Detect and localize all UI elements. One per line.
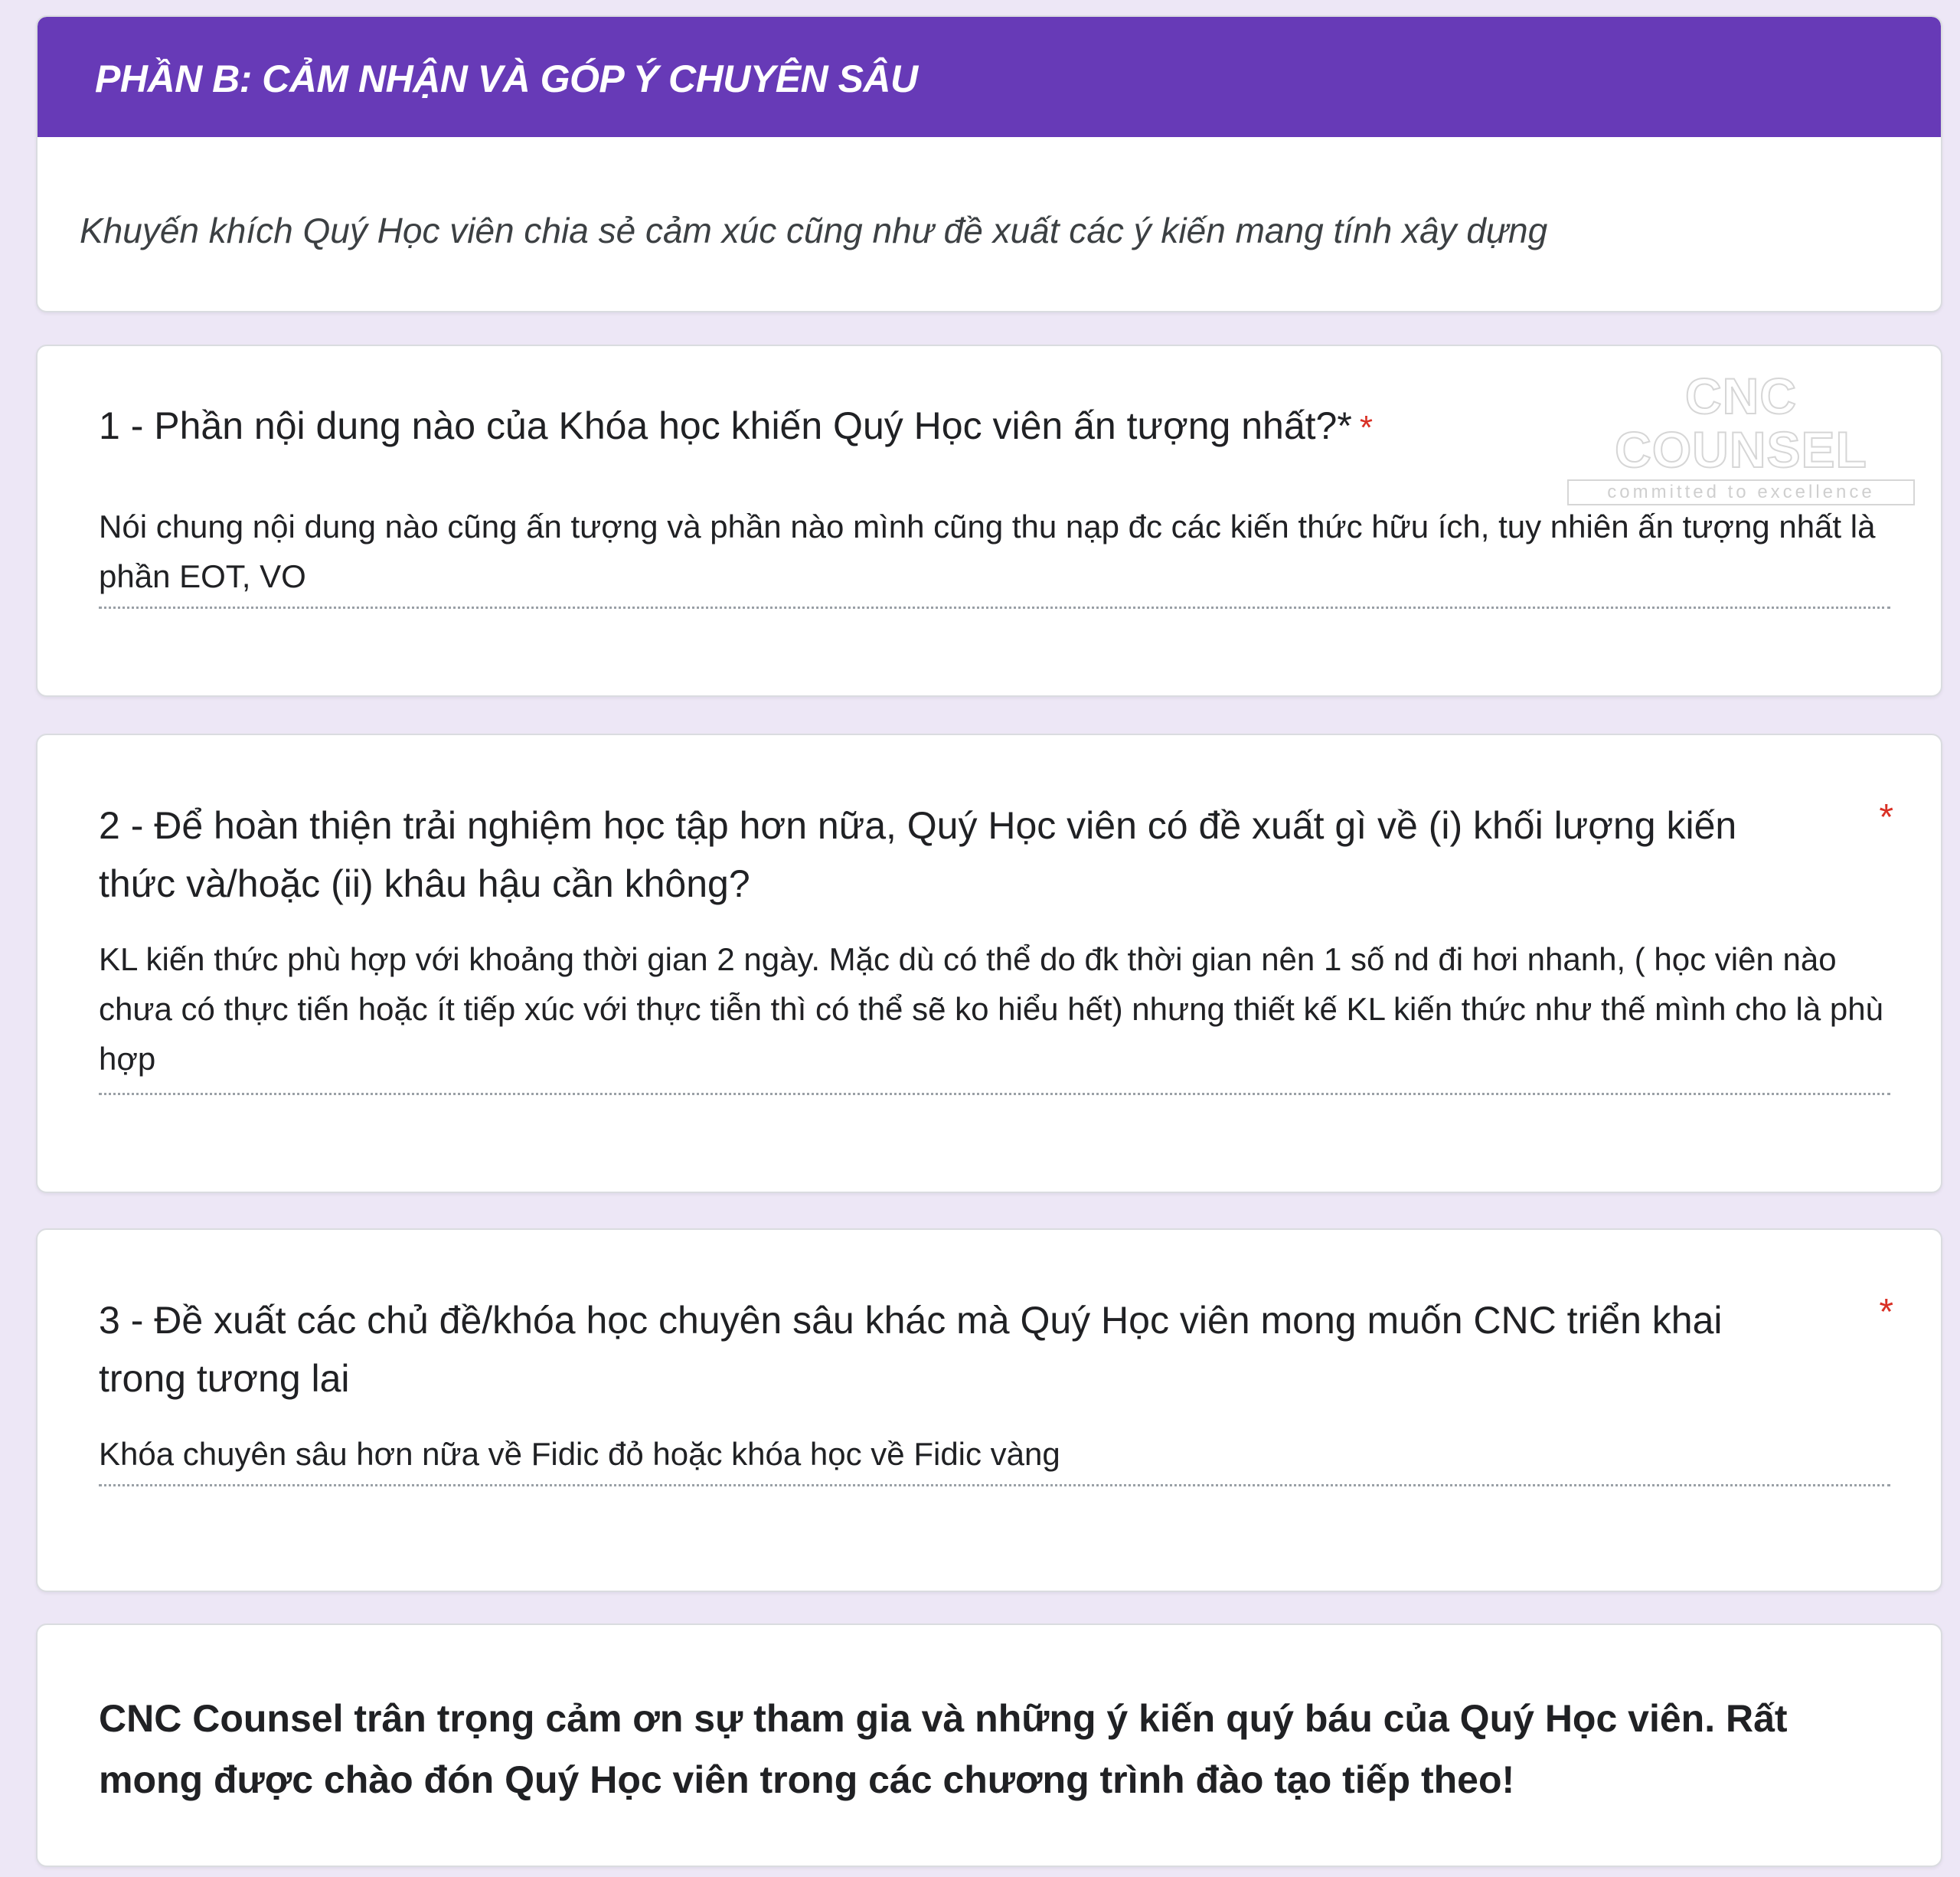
section-header-band — [38, 17, 1941, 137]
section-title: PHẦN B: CẢM NHẬN VÀ GÓP Ý CHUYÊN SÂU — [95, 57, 918, 100]
question-card-1 — [36, 345, 1942, 697]
cnc-counsel-watermark-logo — [1553, 369, 1929, 505]
required-asterisk: * — [1359, 409, 1373, 446]
answer-text-field[interactable]: Nói chung nội dung nào cũng ấn tượng và phần nào mình cũng thu nạp đc các kiến thức hữu ích, tuy nhiên ấn tượng nhất là phần EOT, VO — [99, 502, 1890, 609]
required-asterisk: * — [1879, 1292, 1893, 1333]
closing-message-card — [36, 1624, 1942, 1867]
closing-message: CNC Counsel trân trọng cảm ơn sự tham gia và những ý kiến quý báu của Quý Học viên. Rất mong được chào đón Quý Học viên trong các chương trình đào tạo tiếp theo! — [99, 1697, 1788, 1801]
question-title-text: 1 - Phần nội dung nào của Khóa học khiến Quý Học viên ấn tượng nhất?* — [99, 404, 1352, 447]
required-asterisk: * — [1879, 797, 1893, 838]
question-title: 3 - Đề xuất các chủ đề/khóa học chuyên sâu khác mà Quý Học viên mong muốn CNC triển khai trong tương lai — [99, 1299, 1723, 1400]
question-card-3 — [36, 1228, 1942, 1592]
section-header-card — [36, 15, 1942, 312]
answer-text-field[interactable]: Khóa chuyên sâu hơn nữa về Fidic đỏ hoặc khóa học về Fidic vàng — [99, 1429, 1890, 1486]
question-title: 2 - Để hoàn thiện trải nghiệm học tập hơn nữa, Quý Học viên có đề xuất gì về (i) khối lượng kiến thức và/hoặc (ii) khâu hậu cần không? — [99, 804, 1737, 905]
watermark-tagline: committed to excellence — [1567, 479, 1915, 505]
question-title — [99, 397, 1553, 457]
answer-text-field[interactable]: KL kiến thức phù hợp với khoảng thời gian 2 ngày. Mặc dù có thể do đk thời gian nên 1 số nd đi hơi nhanh, ( học viên nào chưa có thực tiến hoặc ít tiếp xúc với thực tiễn thì có thể sẽ ko hiểu hết) nhưng thiết kế KL kiến thức như thế mình cho là phù hợp — [99, 934, 1890, 1095]
section-description: Khuyến khích Quý Học viên chia sẻ cảm xúc cũng như đề xuất các ý kiến mang tính xây dựng — [80, 211, 1548, 250]
question-card-2 — [36, 734, 1942, 1193]
watermark-name: CNC COUNSEL — [1615, 368, 1867, 478]
